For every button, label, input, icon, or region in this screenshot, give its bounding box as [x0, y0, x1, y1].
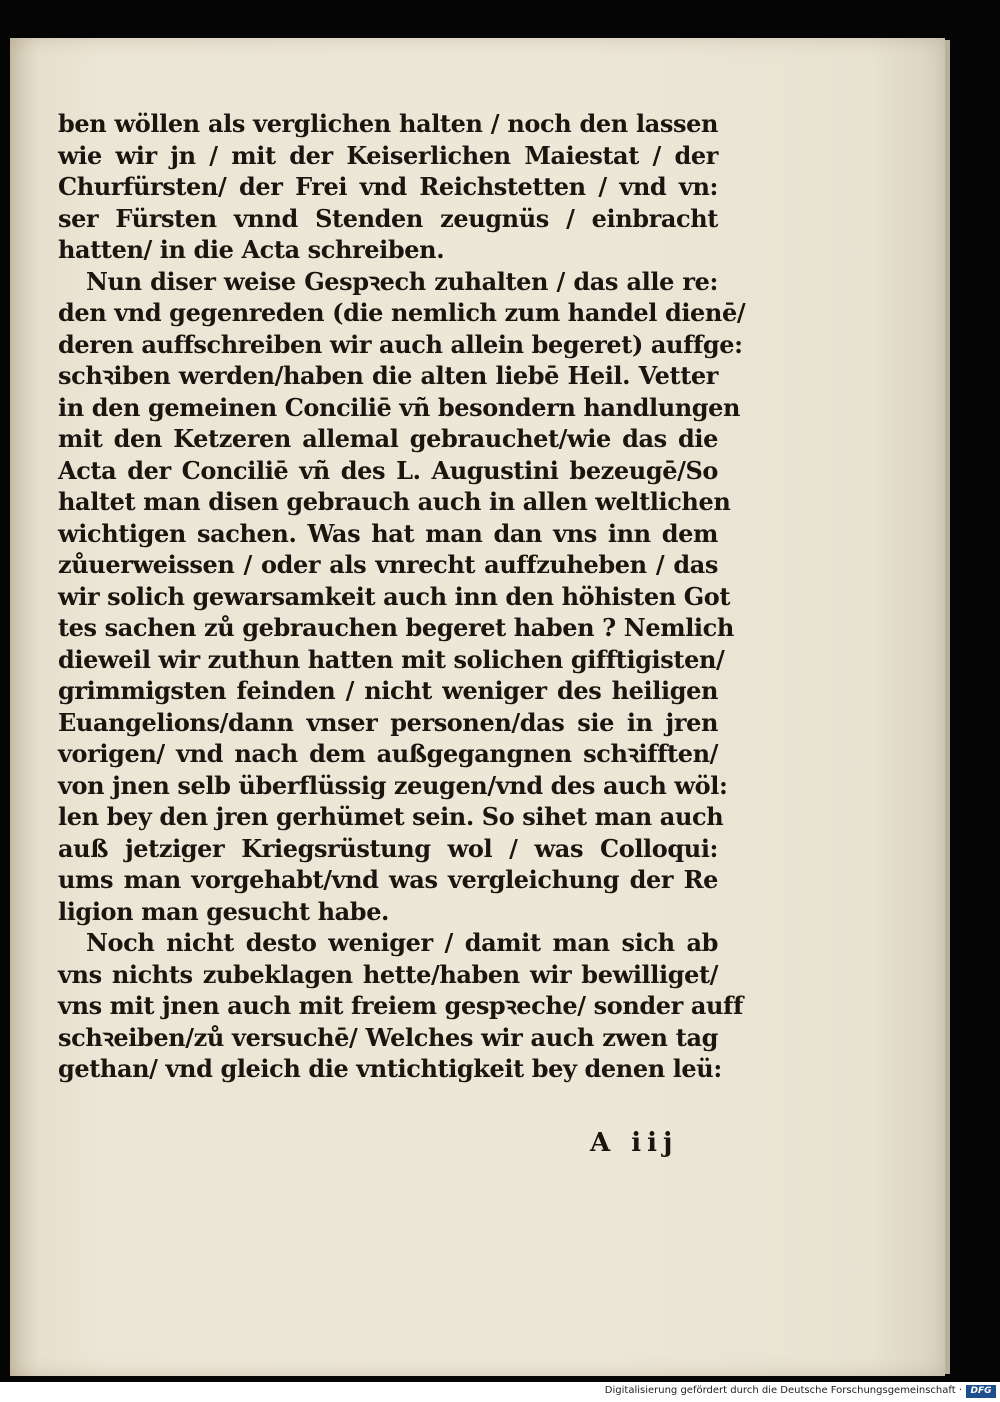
text-line: Noch nicht desto weniger / damit man sich ab — [86, 928, 718, 957]
text-line: hatten/ in die Acta schreiben. — [58, 235, 445, 264]
dfg-logo-icon: DFG — [966, 1385, 996, 1398]
text-line: vns nichts zubeklagen hette/haben wir bewilliget/ — [58, 959, 718, 989]
text-line: Euangelions/dann vnser personen/das sie in jren — [58, 707, 718, 737]
text-line: in den gemeinen Conciliē vñ besondern handlungen — [58, 392, 741, 422]
text-line: zůuerweissen / oder als vnrecht auffzuheben / das — [58, 550, 718, 579]
text-line: ums man vorgehabt/vnd was vergleichung der Re — [58, 865, 718, 894]
text-line: auß jetziger Kriegsrüstung wol / was Colloqui: — [58, 833, 718, 863]
page-text-block — [58, 108, 746, 1085]
text-line: deren auffschreiben wir auch allein begeret) auffge: — [58, 329, 743, 359]
text-line: ben wöllen als verglichen halten / noch den lassen — [58, 109, 718, 138]
text-line: grimmigsten feinden / nicht weniger des heiligen — [58, 676, 718, 705]
text-line: von jnen selb überflüssig zeugen/vnd des auch wöl: — [58, 770, 728, 800]
text-line: Acta der Conciliē vñ des L. Augustini bezeugē/So — [58, 455, 718, 485]
text-line: schꝛiben werden/haben die alten liebē Heil. Vetter — [58, 361, 718, 390]
text-line: Churfürsten/ der Frei vnd Reichstetten / vnd vn: — [58, 172, 718, 201]
text-line: Nun diser weise Gespꝛech zuhalten / das alle re: — [86, 266, 718, 296]
text-line: wichtigen sachen. Was hat man dan vns inn dem — [58, 518, 718, 548]
funding-credit: Digitalisierung gefördert durch die Deutsche Forschungsgemeinschaft · — [604, 1385, 962, 1396]
text-line: schꝛeiben/zů versuchē/ Welches wir auch zwen tag — [58, 1022, 718, 1052]
text-line: len bey den jren gerhümet sein. So sihet man auch — [58, 802, 724, 831]
text-line: wie wir jn / mit der Keiserlichen Maiestat / der — [58, 140, 718, 170]
text-line: vns mit jnen auch mit freiem gespꝛeche/ sonder auff — [58, 991, 743, 1020]
text-line: gethan/ vnd gleich die vntichtigkeit bey denen leü: — [58, 1054, 722, 1083]
text-line: dieweil wir zuthun hatten mit solichen gifftigisten/ — [58, 644, 725, 674]
text-line: den vnd gegenreden (die nemlich zum handel dienē/ — [58, 298, 746, 327]
page-edge — [945, 40, 950, 1374]
text-line: wir solich gewarsamkeit auch inn den höhisten Got — [58, 581, 731, 611]
text-line: vorigen/ vnd nach dem außgegangnen schꝛifften/ — [58, 739, 718, 768]
signature-mark: A iij — [590, 1128, 679, 1158]
text-line: tes sachen zů gebrauchen begeret haben ? Nemlich — [58, 613, 734, 642]
text-line: ligion man gesucht habe. — [58, 896, 390, 926]
text-line: mit den Ketzeren allemal gebrauchet/wie das die — [58, 424, 718, 453]
text-line: ser Fürsten vnnd Stenden zeugnüs / einbracht — [58, 203, 718, 233]
text-line: haltet man disen gebrauch auch in allen weltlichen — [58, 487, 731, 516]
